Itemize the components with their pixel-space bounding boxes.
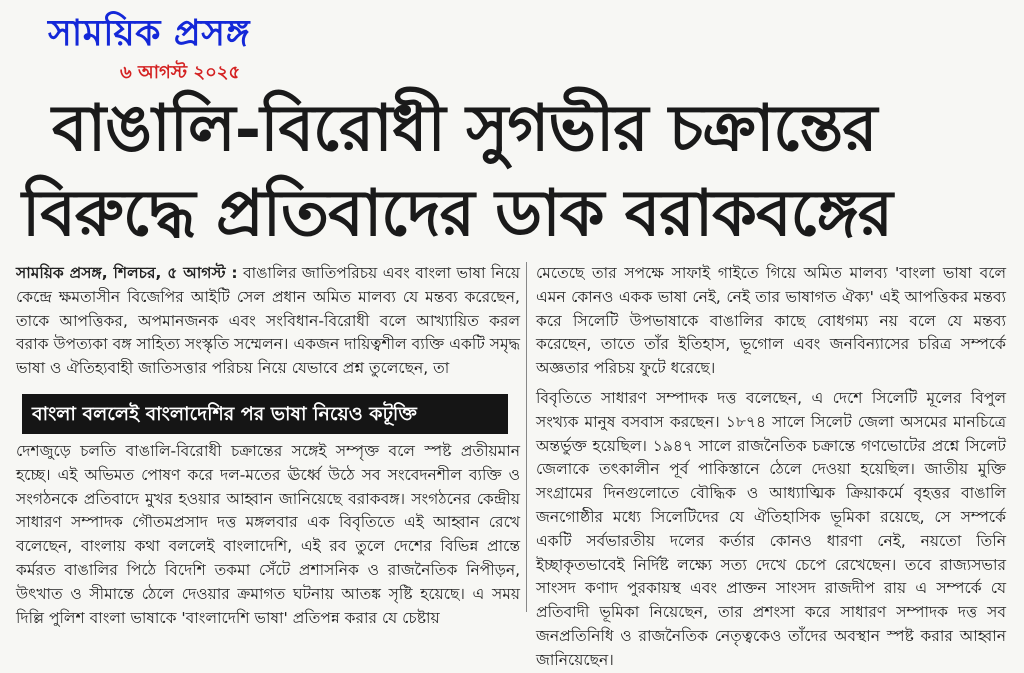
article-paragraph: দেশজুড়ে চলতি বাঙালি-বিরোধী চক্রান্তের সঙ্গেই সম্পৃক্ত বলে স্পষ্ট প্রতীয়মান হচ্ছে। এই অভিমত পোষণ করে দল-মতের ঊর্ধ্বে উঠে সব সংবেদনশীল ব্যক্তি ও সংগঠনকে প্রতিবাদে মুখর হওয়ার আহ্বান জানিয়েছে বরাকবঙ্গ। সংগঠনের কেন্দ্রীয় সাধারণ সম্পাদক গৌতমপ্রসাদ দত্ত মঙ্গলবার এক বিবৃতিতে এই আহ্বান রেখে বলেছেন, বাংলায় কথা বললেই বাংলাদেশি, এই রব তুলে দেশের বিভিন্ন প্রান্তে কর্মরত বাঙালির পিঠে বিদেশি তকমা সেঁটে প্রশাসনিক ও রাজনৈতিক নিপীড়ন, উৎখাত ও সীমান্তে ঠেলে দেওয়ার ক্রমাগত ঘটনায় আতঙ্ক সৃষ্টি হয়েছে। এ সময় দিল্লি পুলিশ বাংলা ভাষাকে 'বাংলাদেশি ভাষা' প্রতিপন্ন করার যে চেষ্টায় <box>16 442 520 627</box>
article-paragraph: বিবৃতিতে সাধারণ সম্পাদক দত্ত বলেছেন, এ দেশে সিলেটি মূলের বিপুল সংখ্যক মানুষ বসবাস করছেন। ১৮৭৪ সালে সিলেট জেলা অসমের মানচিত্রে অন্তর্ভুক্ত হয়েছিল। ১৯৪৭ সালে রাজনৈতিক চক্রান্তে গণভোটের প্রশ্নে সিলেট জেলাকে তৎকালীন পূর্ব পাকিস্তানে ঠেলে দেওয়া হয়েছিল। জাতীয় মুক্তি সংগ্রামের দিনগুলোতে বৌদ্ধিক ও আধ্যাত্মিক ক্রিয়াকর্মে বৃহত্তর বাঙালি জনগোষ্ঠীর মধ্যে সিলেটিদের যে ঐতিহাসিক ভূমিকা রয়েছে, সে সম্পর্কে একটি সর্বভারতীয় দলের কর্তার কোনও ধারণা নেই, নয়তো তিনি ইচ্ছাকৃতভাবেই নির্দিষ্ট লক্ষ্যে সত্য দেখে চেপে রেখেছেন। তবে রাজ্যসভার সাংসদ কণাদ পুরকায়স্থ এবং প্রাক্তন সাংসদ রাজদীপ রায় এ সম্পর্কে যে প্রতিবাদী ভূমিকা নিয়েছেন, তার প্রশংসা করে সাধারণ সম্পাদক দত্ত সব জনপ্রতিনিধি ও রাজনৈতিক নেতৃত্বকেও তাঁদের অবস্থান স্পষ্ট করার আহ্বান জানিয়েছেন। <box>536 388 1006 669</box>
article-intro: বাঙালির জাতিপরিচয় এবং বাংলা ভাষা নিয়ে কেন্দ্রে ক্ষমতাসীন বিজেপির আইটি সেল প্রধান অমিত মালব্য যে মন্তব্য করেছেন, তাকে আপত্তিকর, অপমানজনক এবং সংবিধান-বিরোধী বলে আখ্যায়িত করল বরাক উপত্যকা বঙ্গ সাহিত্য সংস্কৃতি সম্মেলন। একজন দায়িত্বশীল ব্যক্তি একটি সমৃদ্ধ ভাষা ও ঐতিহ্যবাহী জাতিসত্তার পরিচয় নিয়ে যেভাবে প্রশ্ন তুলেছেন, তা <box>16 264 520 378</box>
headline-line-1: বাঙালি-বিরোধী সুগভীর চক্রান্তের <box>52 91 877 166</box>
article-paragraph: মেতেছে তার সপক্ষে সাফাই গাইতে গিয়ে অমিত মালব্য 'বাংলা ভাষা বলে এমন কোনও একক ভাষা নেই, নেই তার ভাষাগত ঐক্য' এই আপত্তিকর মন্তব্য করে সিলেটি উপভাষাকে বাঙালির কাছে বোধগম্য নয় বলে যে মন্তব্য করেছেন, তাতে তাঁর ইতিহাস, ভূগোল এবং জনবিন্যাসের চরিত্র সম্পর্কে অজ্ঞতার পরিচয় ফুটে ধরেছে। <box>536 264 1006 378</box>
publication-date: ৬ আগস্ট ২০২৫ <box>120 62 241 83</box>
subheading-bar: বাংলা বললেই বাংলাদেশির পর ভাষা নিয়েও কটূক্তি <box>22 394 508 434</box>
column-divider <box>526 262 527 612</box>
article-left-bottom-column <box>16 440 520 627</box>
masthead: সাময়িক প্রসঙ্গ <box>48 13 250 54</box>
headline-line-2: বিরুদ্ধে প্রতিবাদের ডাক বরাকবঙ্গের <box>22 176 892 251</box>
dateline: সাময়িক প্রসঙ্গ, শিলচর, ৫ আগস্ট : <box>16 264 238 282</box>
article-right-column <box>536 262 1006 669</box>
article-intro-column <box>16 262 520 382</box>
